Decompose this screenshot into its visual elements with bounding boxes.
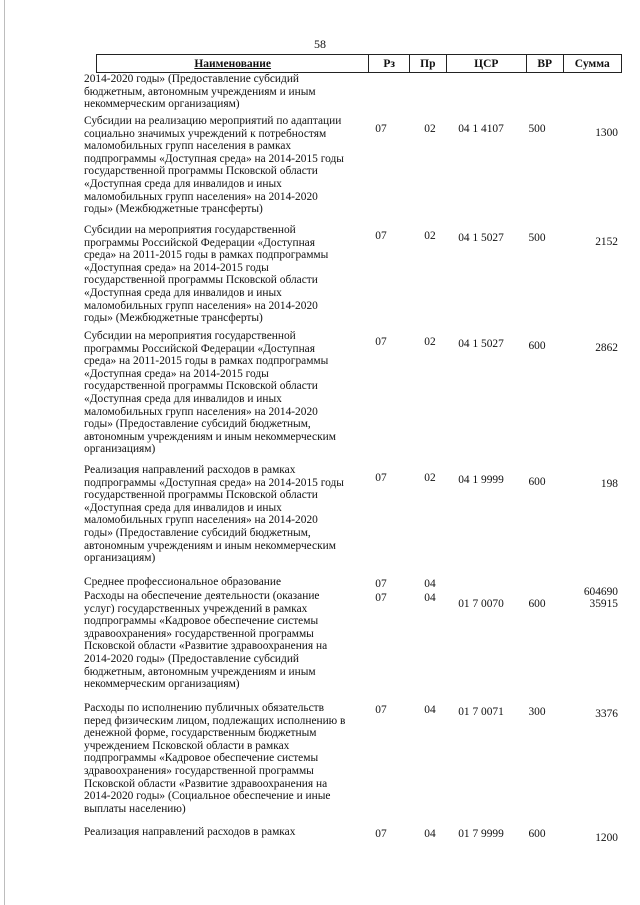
row-pr: 02	[424, 230, 436, 242]
row-rz: 07	[375, 828, 387, 840]
row-pr: 04	[424, 578, 436, 590]
header-pr: Пр	[410, 55, 447, 72]
scan-edge-line	[4, 0, 5, 905]
row-pr: 02	[424, 336, 436, 348]
row-rz: 07	[375, 472, 387, 484]
row-sum: 1300	[595, 127, 618, 139]
row-csr: 01 7 0070	[458, 598, 504, 610]
row-vr: 600	[528, 340, 546, 352]
header-vr: ВР	[527, 55, 564, 72]
row-sum: 1200	[595, 832, 618, 844]
row-csr: 01 7 9999	[458, 828, 504, 840]
row-pr: 02	[424, 472, 436, 484]
header-csr: ЦСР	[447, 55, 527, 72]
row-sum: 198	[600, 478, 618, 490]
header-name: Наименование	[97, 55, 369, 72]
row-name: Субсидии на мероприятия государственной программы Российской Федерации «Доступная среда» на 2011-2015 годы в рамках подпрограммы «Доступная среда» на 2014-2015 годы государственной программы Псковской области «Доступная среда для инвалидов и иных маломобильных групп населения» на 2014-2020 годы» (Межбюджетные трансферты)	[84, 224, 329, 325]
row-name: Расходы на обеспечение деятельности (оказание услуг) государственных учреждений в рамках подпрограммы «Кадровое обеспечение системы здравоохранения» государственной программы Псковской области «Развитие здравоохранения на 2014-2020 годы» (Предоставление субсидий бюджетным, автономным учреждениям и иным некоммерческим организациям)	[84, 590, 328, 691]
row-sum: 2152	[595, 236, 618, 248]
row-rz: 07	[375, 123, 387, 135]
row-vr: 600	[528, 828, 546, 840]
row-pr: 04	[424, 704, 436, 716]
row-sum: 2862	[595, 342, 618, 354]
row-vr: 500	[528, 232, 546, 244]
row-name: Реализация направлений расходов в рамках	[84, 826, 296, 838]
row-rz: 07	[375, 592, 387, 604]
row-csr: 04 1 9999	[458, 474, 504, 486]
row-csr: 04 1 5027	[458, 338, 504, 350]
row-vr: 600	[528, 476, 546, 488]
row-name: Реализация направлений расходов в рамках подпрограммы «Доступная среда» на 2014-2015 годы государственной программы Псковской области «Доступная среда для инвалидов и иных маломобильных групп населения» на 2014-2020 годы» (Предоставление субсидий бюджетным, автономным учреждениям и иным некоммерческим организациям)	[84, 464, 344, 565]
row-name: Субсидии на мероприятия государственной программы Российской Федерации «Доступная среда» на 2011-2015 годы в рамках подпрограммы «Доступная среда» на 2014-2015 годы государственной программы Псковской области «Доступная среда для инвалидов и иных маломобильных групп населения» на 2014-2020 годы» (Предоставление субсидий бюджетным, автономным учреждениям и иным некоммерческим организациям)	[84, 330, 336, 456]
row-name: Среднее профессиональное образование	[84, 576, 282, 588]
page-number: 58	[314, 37, 326, 51]
row-vr: 600	[528, 598, 546, 610]
row-rz: 07	[375, 704, 387, 716]
row-rz: 07	[375, 230, 387, 242]
row-pr: 02	[424, 123, 436, 135]
row-pr: 04	[424, 828, 436, 840]
row-pr: 04	[424, 592, 436, 604]
row-csr: 04 1 4107	[458, 123, 504, 135]
row-sum: 35915	[589, 598, 618, 610]
header-rz: Рз	[369, 55, 410, 72]
row-rz: 07	[375, 336, 387, 348]
row-name: Субсидии на реализацию мероприятий по адаптации социально значимых учреждений к потребностям маломобильных групп населения в рамках подпрограммы «Доступная среда» на 2014-2015 годы государственной программы Псковской области «Доступная среда для инвалидов и иных маломобильных групп населения» на 2014-2020 годы» (Межбюджетные трансферты)	[84, 115, 344, 216]
row-name: 2014-2020 годы» (Предоставление субсидий бюджетным, автономным учреждениям и иным некоммерческим организациям)	[84, 73, 316, 111]
table-header	[96, 54, 622, 73]
row-vr: 300	[528, 706, 546, 718]
row-sum: 3376	[595, 708, 618, 720]
row-csr: 04 1 5027	[458, 232, 504, 244]
row-csr: 01 7 0071	[458, 706, 504, 718]
row-rz: 07	[375, 578, 387, 590]
row-vr: 500	[528, 123, 546, 135]
header-sum: Сумма	[574, 57, 610, 70]
row-name: Расходы по исполнению публичных обязательств перед физическим лицом, подлежащих исполнению в денежной форме, государственным бюджетным учреждением Псковской области в рамках подпрограммы «Кадровое обеспечение системы здравоохранения» государственной программы Псковской области «Развитие здравоохранения на 2014-2020 годы» (Социальное обеспечение и иные выплаты населению)	[84, 702, 346, 815]
row-sum: 604690	[583, 586, 618, 598]
